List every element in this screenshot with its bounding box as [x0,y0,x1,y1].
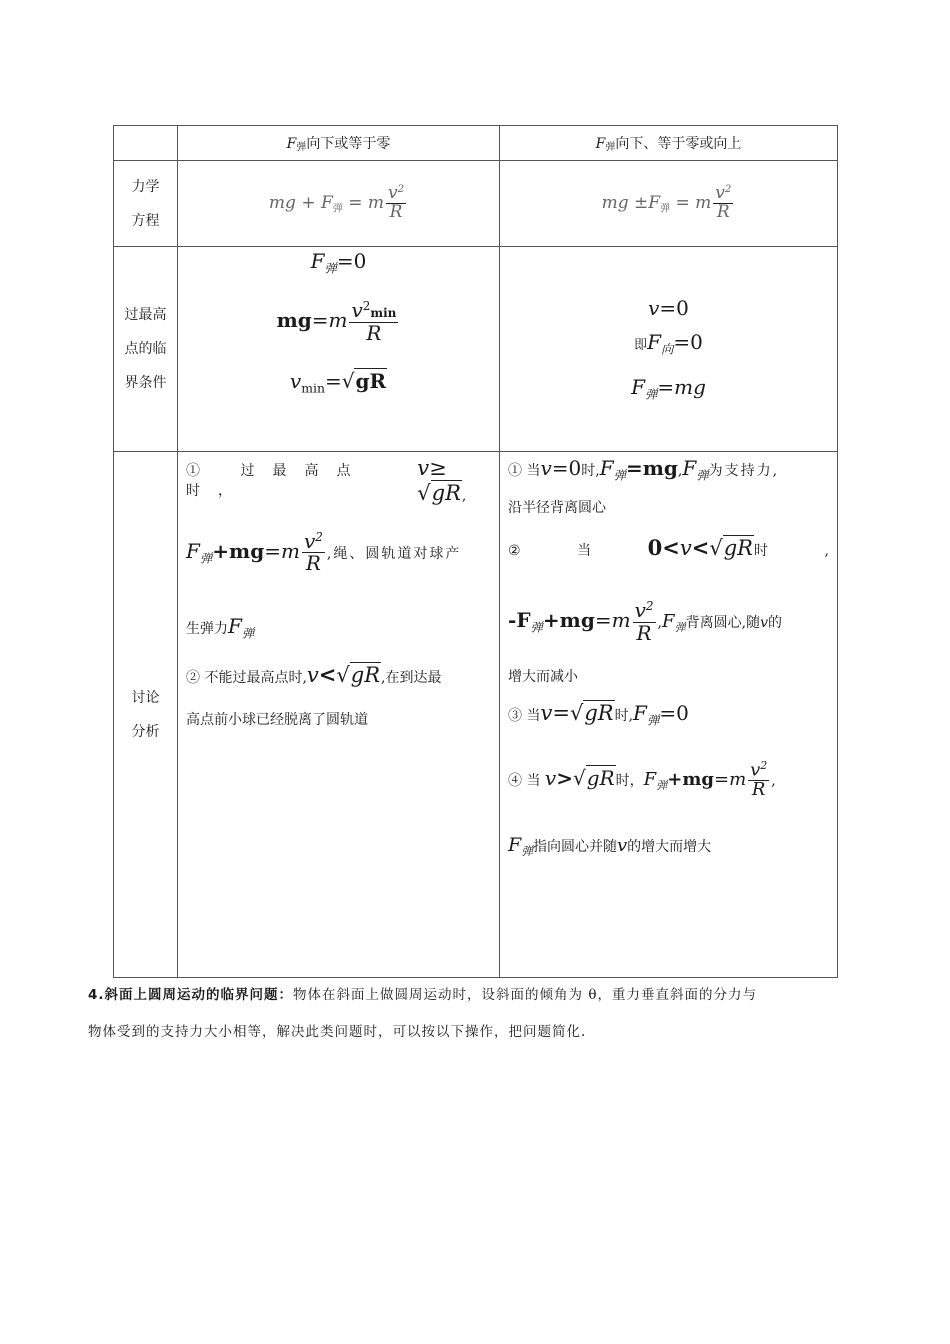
eq-sub: 弹 [644,386,658,402]
sqrt-sign [417,480,462,505]
critical-col1-eq1 [178,249,499,276]
eq-fraction [713,185,733,222]
footer-bold-lead: 4.斜面上圆周运动的临界问题： [88,987,294,1003]
row-critical-condition [114,247,838,452]
eq-term: v [544,765,557,790]
eq-term: v [540,700,553,725]
disc-text: 时 [753,543,768,560]
eq-sub: 弹 [674,621,686,635]
frac-num: v [634,598,646,623]
eq-op: + [212,539,230,564]
critical-col2-eq1 [500,296,837,320]
row-label-line: 点的临 [124,341,167,357]
header-col1-text: 向下或等于零 [306,136,391,152]
row-label-line: 方程 [131,212,160,229]
row-label-line: 过最高 [124,307,167,323]
disc-text: 的 [768,615,783,632]
frac-exp: 2 [315,530,323,544]
footer-paragraph-line2 [88,1020,586,1040]
frac-num: v [750,759,761,781]
eq-term: v [760,615,769,632]
disc-text: 高点前小球已经脱离了圆轨道 [186,711,368,728]
eq-term: F [633,700,647,725]
discussion-col1 [178,452,500,978]
eq-sub: 弹 [521,844,533,859]
eq-sub: 弹 [696,467,709,483]
header-col1-F: F [286,136,297,152]
eq-fraction [302,531,325,574]
eq-op: < [318,661,337,687]
mechanics-eq-col2 [500,161,838,247]
eq-term: F [321,193,333,213]
eq-term: F [661,611,675,633]
eq-op: =m [311,308,348,333]
eq-sub: 弹 [332,203,343,215]
eq-fraction [748,760,769,800]
critical-col1-eq2 [178,300,499,343]
disc1-line2 [186,531,491,574]
critical-col2-eq3 [500,375,837,402]
critical-col2-eq2 [500,330,837,357]
mechanics-eq-col1 [178,161,500,247]
disc-text: 背离圆心,随 [685,615,761,632]
row-mechanics-equation [114,161,838,247]
eq-op: + [667,768,683,790]
radical: √ [341,368,355,393]
disc-text: 增大而减小 [508,668,578,685]
eq-op: =m [594,608,631,633]
disc-text: , [461,488,467,504]
eq-term: F [643,768,657,790]
eq-fraction [386,185,406,222]
row-discussion [114,452,838,978]
radicand: gR [350,662,381,687]
sqrt-sign [336,662,381,687]
eq-op: + [542,608,560,633]
row-label-line: 力学 [131,178,160,195]
disc-text: 指向圆心并随 [532,839,617,856]
radical: √ [336,662,350,687]
disc2-line8 [508,834,829,859]
sqrt-sign [709,535,754,560]
eq-term: F [508,834,522,857]
eq-sub: 向 [661,341,674,356]
eq-op: = m [342,193,384,213]
sqrt-sign [570,700,615,725]
critical-col2 [500,247,838,452]
eq-term: F [647,329,662,354]
radical: √ [572,765,586,790]
frac-num: v [351,298,363,323]
frac-num: v [303,529,316,554]
disc-text: , [824,543,829,560]
sqrt-sign [573,765,616,790]
eq-op: =0 [551,456,582,480]
header-col2-F: F [595,136,606,152]
eq-op: =mg [625,456,678,480]
frac-den: R [751,779,766,801]
row-label-critical [114,247,178,452]
eq-rest: =0 [659,295,689,320]
disc2-line3 [508,535,829,560]
row-label-line: 分析 [131,723,160,740]
eq-sub: 弹 [530,619,543,635]
disc-text: ③ 当 [508,707,541,724]
eq-op: > [556,765,573,790]
disc-text: ,在到达最 [381,669,442,686]
disc1-line3 [186,614,491,641]
header-col2-sub: 弹 [605,142,616,153]
disc-text: , [677,463,683,479]
frac-exp: 2 [760,758,768,772]
header-col1-sub: 弹 [296,142,307,153]
eq-term: F [648,193,661,213]
eq-op: + [295,193,321,213]
eq-rest: =0 [673,329,703,354]
disc-text: ④ 当 [508,772,541,789]
frac-exp: 2 [724,184,732,196]
frac-num: v [715,183,725,204]
disc-text: 生弹力 [186,621,228,638]
footer-paragraph-line1 [88,983,757,1003]
radical: √ [417,481,431,505]
frac-den: R [636,620,652,645]
eq-term: v [616,835,628,857]
eq-term: mg [229,539,265,564]
disc2-line5 [508,666,829,686]
disc-text: 沿半径背离圆心 [508,500,606,517]
disc-text: 时， [615,772,644,789]
eq-term: F [186,539,200,564]
eq-term: mg [268,193,296,213]
eq-op: = m [670,193,712,213]
eq-term: v [679,536,692,561]
radicand: gR [355,368,387,393]
eq-rest: =0 [336,249,367,273]
frac-exp: 2 [645,599,654,614]
eq-term: F [310,249,325,273]
eq-term: mg [559,608,595,633]
disc2-line7 [508,760,829,800]
radicand: gR [584,700,614,725]
disc1-line4 [186,662,491,687]
eq-term: mg [276,308,312,333]
disc-text: 时, [581,463,600,479]
disc-text: ,绳、圆轨道对球产 [326,546,462,563]
disc-text: ① 过最高点时， [186,463,369,499]
frac-exp: 2 [397,184,405,196]
eq-sub: 弹 [656,778,668,792]
header-row [114,126,838,161]
eq-sub: 弹 [613,467,626,483]
disc2-line1 [508,456,829,483]
disc2-line2 [508,497,829,517]
eq-op: ≥ [429,456,447,480]
eq-term: mg [682,768,715,790]
frac-num: v [387,183,398,204]
frac-numsub: min [370,306,397,321]
eq-sub: 弹 [324,260,337,276]
eq-sub: 弹 [199,550,213,566]
eq-term: mg [674,375,706,399]
eq-term: v [648,295,660,320]
eq-op: ± [628,193,649,213]
disc-text: , [771,772,776,789]
disc-text: 为支持力, [708,463,780,479]
header-empty-cell [114,126,178,161]
disc-text: ① 当 [508,463,541,479]
disc-text: ② [508,543,521,560]
disc-text: ② 不能过最高点时, [186,669,307,686]
critical-col1-eq3 [178,368,499,395]
radicand: gR [431,481,461,505]
footer-line2: 物体受到的支持力大小相等，解决此类问题时，可以按以下操作，把问题简化. [88,1024,587,1040]
disc-text: 的增大而增大 [627,839,712,856]
disc-text: 时, [614,707,634,724]
eq-term: v [417,456,430,480]
eq-term: F [631,375,645,399]
disc-text: 当 [577,543,592,560]
disc-text: , [657,615,662,632]
row-label-discussion [114,452,178,978]
frac-den: R [389,202,403,223]
sqrt-sign [342,368,387,393]
row-label-line: 界条件 [124,375,167,391]
eq-op: = [324,368,342,393]
header-col1 [178,126,500,161]
eq-sub: 弹 [646,711,660,727]
header-col2 [500,126,838,161]
eq-sub: 弹 [660,203,671,215]
eq-term: v [306,662,319,687]
comparison-table [113,125,838,978]
eq-term: F [516,608,531,633]
eq-fraction [633,600,656,643]
eq-term: mg [601,193,629,213]
eq-term: F [599,456,614,480]
eq-term: v [289,368,302,393]
eq-sub: 弹 [241,625,255,641]
eq-op: = [657,375,675,399]
eq-term: v [540,456,552,480]
row-label-line: 讨论 [131,689,160,706]
frac-den: R [716,202,730,223]
radical: √ [569,700,584,725]
eq-sub: min [301,379,325,395]
disc1-line5 [186,709,491,729]
eq-op: < [691,535,710,561]
eq-fraction [349,300,398,343]
eq-term: F [682,456,697,480]
disc2-line6 [508,700,829,728]
radicand: gR [586,765,615,790]
critical-col1 [178,247,500,452]
disc1-line1 [186,456,491,505]
eq-op: =m [714,768,747,790]
disc2-line4 [508,600,829,643]
header-col2-text: 向下、等于零或向上 [615,136,742,152]
row-label-mechanics [114,161,178,247]
eq-op: = [552,700,570,725]
eq-op: 0< [647,535,680,561]
radical: √ [709,536,723,561]
footer-line1: 物体在斜面上做圆周运动时，设斜面的倾角为 θ，重力垂直斜面的分力与 [293,987,757,1003]
eq-op: =m [264,539,300,564]
frac-exp: 2 [362,299,371,314]
eq-op: - [508,608,517,633]
eq-term: F [228,614,242,639]
eq-prefix: 即 [634,337,648,353]
eq-op: =0 [659,700,689,725]
frac-den: R [305,551,321,576]
radicand: gR [723,536,753,561]
discussion-col2 [500,452,838,978]
frac-den: R [366,320,382,345]
